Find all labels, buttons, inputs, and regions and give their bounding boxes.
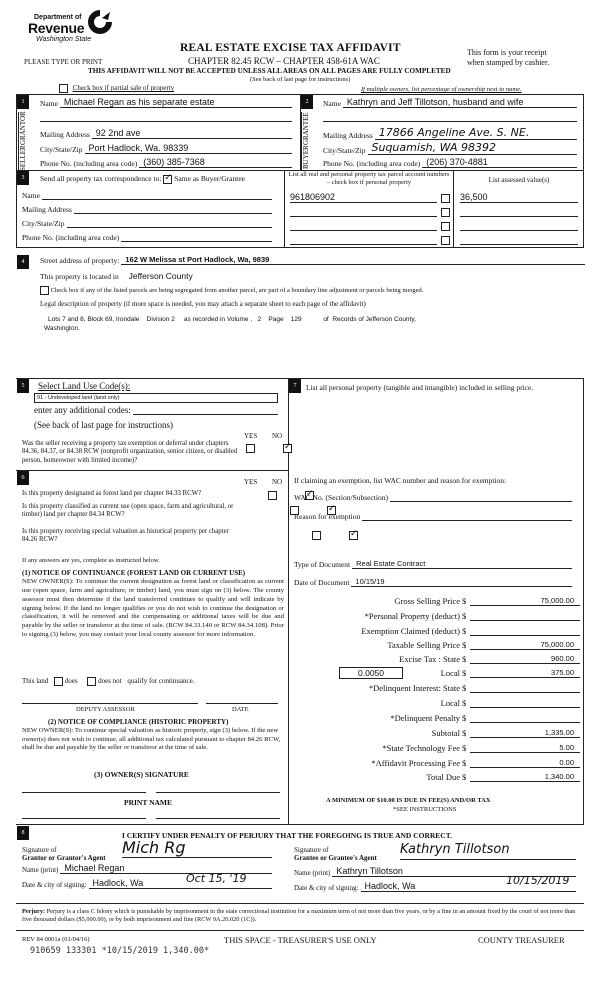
section-7-marker: 7 bbox=[289, 379, 301, 393]
if-yes-instruction: If any answers are yes, complete as instructed below. bbox=[22, 557, 160, 564]
perjury-notice: Perjury: Perjury is a class C felony which is punishable by imprisonment in the state correctional institution for a maximum term of not more than five years, or by a fine in an amount fixed by the court of not more than five thousand dollars ($5,000.00), or by both imprisonment and fine (RCW 9A.20.020 (1C)). bbox=[22, 908, 576, 924]
seller-phone-value[interactable]: (360) 385-7368 bbox=[139, 157, 292, 168]
chapter-reference: CHAPTER 82.45 RCW – CHAPTER 458-61A WAC bbox=[188, 56, 380, 66]
county-treasurer-label: COUNTY TREASURER bbox=[478, 935, 565, 945]
partial-sale-checkbox[interactable] bbox=[59, 84, 68, 93]
fee-row-tech-fee[interactable]: *State Technology Fee $ 5.00 bbox=[300, 743, 580, 753]
seller-city-field[interactable]: City/State/Zip Port Hadlock, Wa. 98339 bbox=[40, 143, 292, 154]
designation-yes-header: YES bbox=[244, 478, 258, 486]
document-date-value[interactable]: 10/15/19 bbox=[351, 577, 572, 587]
parcel-row[interactable]: 961806902 bbox=[290, 192, 450, 203]
dor-swirl-icon bbox=[86, 8, 114, 36]
same-as-buyer-checkbox[interactable] bbox=[163, 175, 172, 184]
treasurer-space-label: THIS SPACE - TREASURER'S USE ONLY bbox=[224, 935, 377, 945]
perjury-bottom-line bbox=[16, 930, 584, 931]
partial-sale-checkbox-row[interactable] bbox=[59, 84, 174, 93]
notice-continuance-title: (1) NOTICE OF CONTINUANCE (FOREST LAND OR CURRENT USE) bbox=[22, 569, 246, 577]
parcels-divider bbox=[284, 170, 285, 248]
grantee-sign-date[interactable]: 10/15/2019 bbox=[506, 874, 570, 887]
buyer-city-field[interactable]: City/State/Zip Suquamish, WA 98392 bbox=[323, 141, 577, 155]
deputy-assessor-line bbox=[22, 703, 198, 704]
seller-phone-field[interactable]: Phone No. (including area code) (360) 385-7368 bbox=[40, 157, 292, 168]
fee-row-local-tax[interactable]: Local $ 375.00 bbox=[300, 668, 580, 678]
logo-revenue-text: Revenue bbox=[28, 20, 85, 36]
section-3-marker: 3 bbox=[17, 171, 29, 185]
segregated-checkbox[interactable] bbox=[40, 286, 49, 295]
section-8-marker: 8 bbox=[17, 826, 29, 840]
legal-description-line-1[interactable]: Lots 7 and 8, Block 69, Irondale Division 2 as recorded in Volume , 2 Page 129 of Records of Jefferson County, bbox=[48, 316, 416, 323]
does-qualify-checkbox[interactable] bbox=[54, 677, 63, 686]
designation-no-header: NO bbox=[272, 478, 283, 486]
forest-land-yes-checkbox[interactable] bbox=[268, 491, 277, 500]
assessed-value[interactable] bbox=[460, 206, 578, 217]
please-type-label: PLEASE TYPE OR PRINT bbox=[24, 58, 103, 66]
fee-row-exemption[interactable]: Exemption Claimed (deduct) $ bbox=[300, 626, 580, 636]
seller-grantor-side-label: SELLER GRANTOR bbox=[18, 112, 36, 170]
fee-row-processing-fee[interactable]: *Affidavit Processing Fee $ 0.00 bbox=[300, 758, 580, 768]
deputy-assessor-label: DEPUTY ASSESSOR bbox=[76, 706, 135, 713]
buyer-phone-field[interactable]: Phone No. (including area code) (206) 370-4881 bbox=[323, 157, 577, 168]
see-instructions-note: *SEE INSTRUCTIONS bbox=[393, 806, 457, 813]
grantor-date-city-field[interactable]: Date & city of signing: Hadlock, Wa bbox=[22, 878, 272, 889]
buyer-name-line-2 bbox=[323, 121, 577, 122]
assessed-value[interactable] bbox=[460, 234, 578, 245]
yes-header: YES bbox=[244, 432, 258, 440]
street-address-value[interactable]: 162 W Melissa st Port Hadlock, Wa, 9839 bbox=[121, 255, 585, 265]
historic-yes-checkbox[interactable] bbox=[312, 531, 321, 540]
receipt-note-2: when stamped by cashier. bbox=[467, 58, 550, 67]
document-type-value[interactable]: Real Estate Contract bbox=[352, 559, 572, 569]
receipt-note: This form is your receipt bbox=[467, 48, 547, 57]
forest-land-question: Is this property designated as forest land per chapter 84.33 RCW? bbox=[22, 490, 202, 497]
seller-exemption-no-checkbox[interactable] bbox=[283, 444, 292, 453]
fee-row-gross[interactable]: Gross Selling Price $ 75,000.00 bbox=[300, 596, 580, 606]
segregated-row[interactable]: Check box if any of the listed parcels are being segregated from another parcel, are part of a boundary line adjustment or parcels being merged. bbox=[40, 286, 423, 295]
wac-number-field[interactable]: WAC No. (Section/Subsection) bbox=[294, 492, 572, 502]
land-use-select[interactable]: 91 - Undeveloped land (land only) bbox=[34, 393, 278, 403]
notice-continuance-body: NEW OWNER(S): To continue the current designation as forest land or classification as current use (open space, farm and agriculture, or timber) land, you must sign on (3) below. The county assessor must then determine if the land transferred continues to qualify and will indicate by signing below. If the land no longer qualifies or you do not wish to continue the designation or classification, it will be removed and the compensating or additional taxes will be due and payable by the seller or transferor at the time of sale. (RCW 84.33.140 or RCW 84.34.108). Prior to signing (3) below, you may contact your local county assessor for more information. bbox=[22, 578, 284, 639]
owner-signature-line-2[interactable] bbox=[156, 792, 280, 793]
assessed-value[interactable]: 36,500 bbox=[460, 192, 578, 203]
grantor-sign-date[interactable]: Oct 15, '19 bbox=[186, 872, 247, 885]
seller-name-line-2 bbox=[40, 121, 292, 122]
parcel-row[interactable] bbox=[290, 234, 450, 245]
grantor-signature[interactable]: Mich Rg bbox=[122, 838, 272, 858]
no-header: NO bbox=[272, 432, 283, 440]
grantor-print-name-field[interactable]: Name (print) Michael Regan bbox=[22, 863, 272, 874]
land-use-label: Select Land Use Code(s): bbox=[38, 381, 131, 391]
assessed-header: List assessed value(s) bbox=[488, 176, 550, 184]
street-address-field[interactable]: Street address of property: 162 W Melissa st Port Hadlock, Wa, 9839 bbox=[40, 255, 585, 265]
document-type-field[interactable]: Type of Document Real Estate Contract bbox=[294, 559, 572, 569]
does-not-qualify-checkbox[interactable] bbox=[87, 677, 96, 686]
logo-dept-text: Department of bbox=[34, 14, 82, 21]
personal-property-checkbox[interactable] bbox=[441, 194, 450, 203]
assessed-value[interactable] bbox=[460, 220, 578, 231]
seller-exemption-question: Was the seller receiving a property tax exemption or deferral under chapters 84.36, 84.37, or 84.38 RCW (nonprofit organization, senior citizen, or disabled person, homeowner with limited income)? bbox=[22, 440, 238, 464]
designation-divider bbox=[16, 470, 288, 471]
certification-bottom-line bbox=[16, 903, 584, 904]
date-label: DATE bbox=[232, 706, 249, 713]
parcel-row[interactable] bbox=[290, 220, 450, 231]
grantee-print-name-field[interactable]: Name (print) Kathryn Tillotson bbox=[294, 866, 576, 877]
local-rate-field[interactable]: 0.0050 bbox=[339, 667, 403, 679]
form-title: REAL ESTATE EXCISE TAX AFFIDAVIT bbox=[180, 42, 401, 54]
certification-statement: I CERTIFY UNDER PENALTY OF PERJURY THAT THE FOREGOING IS TRUE AND CORRECT. bbox=[122, 831, 453, 840]
seller-mailing-field[interactable]: Mailing Address 92 2nd ave bbox=[40, 128, 292, 139]
completion-warning: THIS AFFIDAVIT WILL NOT BE ACCEPTED UNLESS ALL AREAS ON ALL PAGES ARE FULLY COMPLETED bbox=[88, 67, 451, 75]
grantee-date-city-field[interactable]: Date & city of signing: Hadlock, Wa bbox=[294, 881, 576, 892]
seller-mailing-value[interactable]: 92 2nd ave bbox=[92, 128, 292, 139]
exemption-label: If claiming an exemption, list WAC number and reason for exemption: bbox=[294, 476, 507, 485]
legal-description-label: Legal description of property (if more space is needed, you may attach a separate sheet to each page of the affidavit) bbox=[40, 300, 366, 308]
see-back-note: (See back of last page for instructions) bbox=[250, 76, 351, 83]
buyer-mailing-value[interactable]: 17866 Angeline Ave. S. NE. bbox=[375, 126, 577, 140]
county-value[interactable]: Jefferson County bbox=[128, 271, 193, 281]
section-5-marker: 5 bbox=[17, 379, 29, 393]
personal-property-checkbox[interactable] bbox=[441, 222, 450, 231]
fee-row-penalty[interactable]: *Delinquent Penalty $ bbox=[300, 713, 580, 723]
legal-description-line-2[interactable]: Washington. bbox=[44, 325, 80, 332]
notice-compliance-title: (2) NOTICE OF COMPLIANCE (HISTORIC PROPERTY) bbox=[48, 718, 229, 726]
correspondence-phone-field[interactable]: Phone No. (including area code) bbox=[22, 232, 272, 242]
partial-sale-label: Check box if partial sale of property bbox=[72, 84, 175, 93]
personal-property-label: List all personal property (tangible and intangible) included in selling price. bbox=[306, 383, 534, 392]
personal-property-checkbox[interactable] bbox=[441, 208, 450, 217]
minimum-due-note: A MINIMUM OF $10.00 IS DUE IN FEE(S) AND/OR TAX bbox=[326, 797, 491, 804]
owner-signature-label: (3) OWNER(S) SIGNATURE bbox=[94, 770, 189, 779]
print-name-line-1[interactable] bbox=[22, 818, 146, 819]
fee-row-total-due[interactable]: Total Due $ 1,340.00 bbox=[300, 772, 580, 782]
correspondence-row: Send all property tax correspondence to: ✓ Same as Buyer/Grantee bbox=[40, 174, 245, 184]
lower-bottom bbox=[16, 824, 584, 825]
additional-codes-field[interactable]: enter any additional codes: bbox=[34, 405, 278, 415]
buyer-phone-value[interactable]: (206) 370-4881 bbox=[422, 157, 577, 168]
treasurer-stamp: 910659 133301 *10/15/2019 1,340.00* bbox=[30, 946, 210, 956]
correspondence-city-field[interactable]: City/State/Zip bbox=[22, 218, 272, 228]
fee-row-delinquent-state[interactable]: *Delinquent Interest: State $ bbox=[300, 683, 580, 693]
county-row: This property is located in Jefferson County bbox=[40, 271, 193, 281]
parcels-header: List all real and personal property tax parcel account numbers – check box if personal property bbox=[288, 171, 450, 186]
buyer-name-value[interactable]: Kathryn and Jeff Tillotson, husband and wife bbox=[343, 97, 577, 108]
fee-row-taxable[interactable]: Taxable Selling Price $ 75,000.00 bbox=[300, 640, 580, 650]
continuance-row: This land does does not qualify for continuance. bbox=[22, 677, 195, 686]
fee-row-delinquent-local[interactable]: Local $ bbox=[300, 698, 580, 708]
land-use-see-back: (See back of last page for instructions) bbox=[34, 420, 173, 430]
buyer-grantee-side-label: BUYER GRANTEE bbox=[301, 112, 319, 170]
seller-exemption-yes-checkbox[interactable] bbox=[246, 444, 255, 453]
historic-property-question: Is this property receiving special valuation as historical property per chapter 84.26 RCW? bbox=[22, 528, 229, 544]
notice-compliance-body: NEW OWNER(S): To continue special valuation as historic property, sign (3) below. If the new owner(s) does not wish to continue, all additional tax calculated pursuant to chapter 84.26 RCW, shall be due and payable by the seller or transferor at the time of sale. bbox=[22, 727, 281, 752]
logo-state-text: Washington State bbox=[36, 36, 92, 43]
seller-name-field[interactable]: Name Michael Regan as his separate estate bbox=[40, 97, 292, 108]
exemption-reason-field[interactable]: Reason for exemption bbox=[294, 511, 572, 521]
grantee-signature[interactable]: Kathryn Tillotson bbox=[400, 842, 576, 860]
assessor-date-line bbox=[206, 703, 278, 704]
section-2-marker: 2 bbox=[301, 95, 313, 109]
historic-no-checkbox[interactable] bbox=[349, 531, 358, 540]
correspondence-mailing-field[interactable]: Mailing Address bbox=[22, 204, 272, 214]
section-4-marker: 4 bbox=[17, 255, 29, 269]
form-number: REV 84 0001a (01/04/16) bbox=[22, 936, 90, 943]
print-name-line-2[interactable] bbox=[156, 818, 280, 819]
multiple-owners-note: If multiple owners, list percentage of ownership next to name. bbox=[361, 86, 522, 93]
fee-row-subtotal[interactable]: Subtotal $ 1,335.00 bbox=[300, 728, 580, 738]
seller-city-value[interactable]: Port Hadlock, Wa. 98339 bbox=[85, 143, 293, 154]
assessed-divider bbox=[453, 170, 454, 248]
parcel-row[interactable] bbox=[290, 206, 450, 217]
fee-row-state-tax[interactable]: Excise Tax : State $ 960.00 bbox=[300, 654, 580, 664]
section-1-marker: 1 bbox=[17, 95, 29, 109]
print-name-label: PRINT NAME bbox=[124, 798, 172, 807]
document-date-field[interactable]: Date of Document 10/15/19 bbox=[294, 577, 572, 587]
grantor-signature-label: Signature of Grantor or Grantor's Agent bbox=[22, 846, 106, 863]
buyer-mailing-field[interactable]: Mailing Address 17866 Angeline Ave. S. NE. bbox=[323, 126, 577, 140]
correspondence-name-field[interactable]: Name bbox=[22, 190, 272, 200]
current-use-question: Is this property classified as current use (open space, farm and agricultural, or timber) land per chapter 84.34 RCW? bbox=[22, 503, 234, 519]
owner-signature-line-1[interactable] bbox=[22, 792, 146, 793]
personal-property-checkbox[interactable] bbox=[441, 236, 450, 245]
section-6-marker: 6 bbox=[17, 471, 29, 485]
buyer-city-value[interactable]: Suquamish, WA 98392 bbox=[368, 141, 578, 155]
dor-logo bbox=[28, 8, 118, 48]
seller-name-value[interactable]: Michael Regan as his separate estate bbox=[60, 97, 292, 108]
buyer-name-field[interactable]: Name Kathryn and Jeff Tillotson, husband and wife bbox=[323, 97, 577, 108]
grantee-signature-label: Signature of Grantee or Grantee's Agent bbox=[294, 846, 377, 863]
fee-row-personal[interactable]: *Personal Property (deduct) $ bbox=[300, 611, 580, 621]
